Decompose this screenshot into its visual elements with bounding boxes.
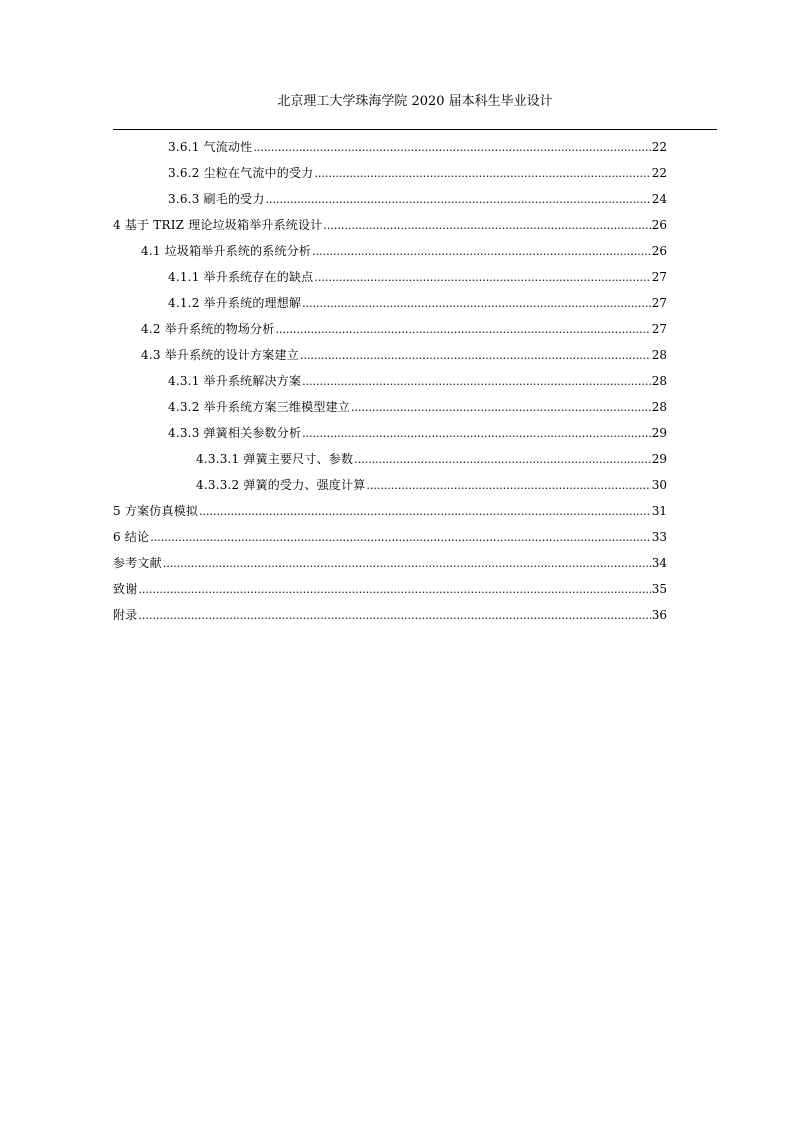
toc-entry[interactable] xyxy=(113,212,667,238)
toc-entry-title: 4.3.3.1 弹簧主要尺寸、参数 xyxy=(196,452,354,466)
toc-dot-leader xyxy=(354,447,651,473)
toc-entry-title: 4.1.1 举升系统存在的缺点 xyxy=(168,270,314,284)
toc-dot-leader xyxy=(138,603,650,629)
toc-entry-title: 3.6.2 尘粒在气流中的受力 xyxy=(168,166,314,180)
toc-entry[interactable] xyxy=(113,186,667,212)
toc-entry[interactable] xyxy=(113,342,667,368)
toc-entry-title: 4.3.2 举升系统方案三维模型建立 xyxy=(168,400,350,414)
toc-dot-leader xyxy=(138,577,650,603)
toc-entry-title: 6 结论 xyxy=(113,530,150,544)
page-header: 北京理工大学珠海学院 2020 届本科生毕业设计 xyxy=(277,94,553,109)
toc-dot-leader xyxy=(366,473,650,499)
toc-dot-leader xyxy=(199,499,651,525)
toc-dot-leader xyxy=(312,239,651,265)
toc-entry-page: 30 xyxy=(651,478,667,492)
toc-entry-title: 4 基于 TRIZ 理论垃圾箱举升系统设计 xyxy=(113,218,323,232)
toc-entry[interactable] xyxy=(113,524,667,550)
toc-entry-page: 29 xyxy=(651,452,667,466)
toc-entry-title: 4.3.3.2 弹簧的受力、强度计算 xyxy=(196,478,366,492)
toc-entry-title: 5 方案仿真模拟 xyxy=(113,504,199,518)
toc-entry-page: 29 xyxy=(651,426,667,440)
toc-entry-title: 3.6.3 刷毛的受力 xyxy=(168,192,265,206)
toc-entry[interactable] xyxy=(113,160,667,186)
toc-dot-leader xyxy=(300,343,651,369)
toc-entry-page: 34 xyxy=(651,556,667,570)
toc-entry[interactable] xyxy=(113,472,667,498)
table-of-contents xyxy=(113,134,667,628)
toc-entry-title: 4.3.3 弹簧相关参数分析 xyxy=(168,426,302,440)
toc-entry-page: 26 xyxy=(651,218,667,232)
toc-entry-page: 26 xyxy=(651,244,667,258)
toc-entry-page: 35 xyxy=(651,582,667,596)
toc-entry-page: 33 xyxy=(651,530,667,544)
toc-entry[interactable] xyxy=(113,264,667,290)
toc-entry-title: 4.1 垃圾箱举升系统的系统分析 xyxy=(141,244,312,258)
toc-dot-leader xyxy=(302,291,651,317)
toc-dot-leader xyxy=(276,317,651,343)
toc-entry-title: 参考文献 xyxy=(113,556,162,570)
toc-entry-page: 27 xyxy=(651,322,667,336)
toc-entry[interactable] xyxy=(113,602,667,628)
toc-entry-page: 28 xyxy=(651,400,667,414)
toc-entry-page: 36 xyxy=(651,608,667,622)
toc-entry-title: 4.3 举升系统的设计方案建立 xyxy=(141,348,299,362)
toc-dot-leader xyxy=(302,369,651,395)
toc-entry-title: 致谢 xyxy=(113,582,138,596)
toc-entry-page: 24 xyxy=(651,192,667,206)
toc-entry[interactable] xyxy=(113,134,667,160)
toc-entry-page: 28 xyxy=(651,348,667,362)
toc-entry-page: 22 xyxy=(651,140,667,154)
toc-entry-title: 4.2 举升系统的物场分析 xyxy=(141,322,275,336)
toc-entry[interactable] xyxy=(113,290,667,316)
toc-dot-leader xyxy=(253,135,650,161)
toc-entry-title: 4.1.2 举升系统的理想解 xyxy=(168,296,302,310)
header-divider xyxy=(113,129,717,130)
toc-entry-page: 27 xyxy=(651,270,667,284)
toc-dot-leader xyxy=(150,525,650,551)
toc-entry[interactable] xyxy=(113,316,667,342)
toc-entry[interactable] xyxy=(113,420,667,446)
toc-entry[interactable] xyxy=(113,446,667,472)
toc-entry[interactable] xyxy=(113,394,667,420)
toc-entry[interactable] xyxy=(113,238,667,264)
toc-entry-title: 4.3.1 举升系统解决方案 xyxy=(168,374,302,388)
toc-dot-leader xyxy=(351,395,651,421)
toc-entry[interactable] xyxy=(113,368,667,394)
toc-entry-title: 附录 xyxy=(113,608,138,622)
toc-entry-page: 28 xyxy=(651,374,667,388)
toc-entry[interactable] xyxy=(113,498,667,524)
toc-entry[interactable] xyxy=(113,550,667,576)
toc-entry-page: 31 xyxy=(651,504,667,518)
toc-dot-leader xyxy=(302,421,651,447)
toc-entry-title: 3.6.1 气流动性 xyxy=(168,140,253,154)
toc-entry-page: 27 xyxy=(651,296,667,310)
toc-dot-leader xyxy=(314,265,650,291)
toc-entry-page: 22 xyxy=(651,166,667,180)
toc-dot-leader xyxy=(314,161,650,187)
toc-dot-leader xyxy=(266,187,651,213)
toc-entry[interactable] xyxy=(113,576,667,602)
toc-dot-leader xyxy=(163,551,651,577)
toc-dot-leader xyxy=(323,213,650,239)
